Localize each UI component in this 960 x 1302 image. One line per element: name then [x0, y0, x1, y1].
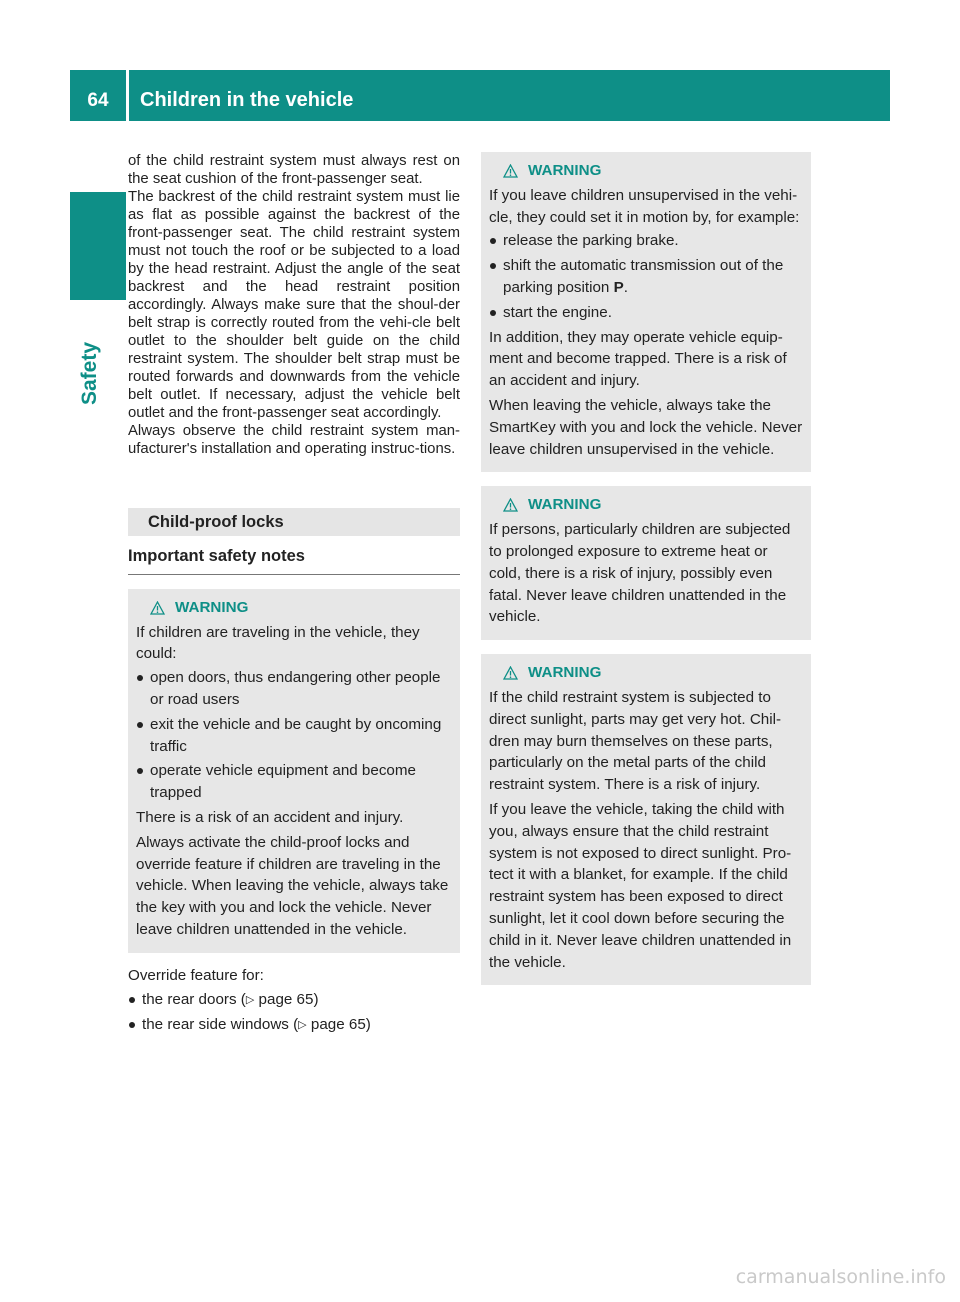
intro-paragraph: Always observe the child restraint system man-ufacturer's installation and operating instruc-tions.: [128, 423, 460, 457]
warning-text: If the child restraint system is subjected to direct sunlight, parts may get very hot. Chil-dren may burn themselves on these parts, particularly on the metal parts of the child restraint system. There is a risk of injury.: [489, 688, 782, 794]
header-divider: [126, 70, 129, 121]
warning-text: When leaving the vehicle, always take the SmartKey with you and lock the vehicle. Never leave children unsupervised in the vehicle.: [489, 396, 803, 458]
list-item: start the engine.: [489, 302, 803, 324]
list-item: the rear side windows (▷ page 65): [128, 1014, 460, 1037]
warning-header: [489, 160, 803, 182]
right-column: [481, 152, 811, 999]
warning-triangle-icon: [150, 601, 165, 615]
override-label: Override feature for:: [128, 966, 264, 984]
watermark: carmanualsonline.info: [735, 1266, 946, 1288]
list-item: exit the vehicle and be caught by oncoming traffic: [136, 714, 452, 758]
page-link[interactable]: page 65: [258, 990, 314, 1008]
side-tab-block: [70, 192, 126, 300]
warning-header: [136, 597, 452, 619]
warning-list: [136, 667, 452, 804]
warning-header: [489, 662, 803, 684]
list-item: operate vehicle equipment and become trapped: [136, 760, 452, 804]
override-list: [128, 989, 460, 1038]
warning-text: If children are traveling in the vehicle, they could:: [136, 623, 420, 663]
warning-text: If you leave the vehicle, taking the child with you, always ensure that the child restraint system is not exposed to direct sunlight. Pro-tect it with a blanket, for example. If the child restraint system has been exposed to direct sunlight, let it cool down before securing the child in it. Never leave children unattended in the vehicle.: [489, 800, 792, 971]
warning-triangle-icon: [503, 666, 518, 680]
warning-text: If persons, particularly children are subjected to prolonged exposure to extreme heat or cold, there is a risk of injury, possibly even fatal. Never leave children unattended in the vehicle.: [489, 521, 791, 626]
warning-label: WARNING: [175, 598, 249, 616]
warning-header: [489, 494, 803, 516]
triangle-right-icon: ▷: [245, 993, 255, 1006]
warning-triangle-icon: [503, 164, 518, 178]
list-item: open doors, thus endangering other people or road users: [136, 667, 452, 711]
side-tab-label: Safety: [78, 341, 101, 405]
warning-label: WARNING: [528, 162, 602, 179]
list-item: shift the automatic transmission out of the parking position P.: [489, 255, 803, 299]
page-link[interactable]: page 65: [310, 1016, 366, 1034]
page-number: 64: [87, 90, 109, 111]
warning-triangle-icon: [503, 498, 518, 512]
warning-list: [489, 230, 803, 323]
page-title: Children in the vehicle: [140, 89, 354, 111]
section-title: Child-proof locks: [128, 508, 460, 536]
left-column: [128, 152, 460, 1040]
warning-text: Always activate the child-proof locks and override feature if children are traveling in the vehicle. When leaving the vehicle, always take the key with you and lock the vehicle. Never leave children unattended in the vehicle.: [136, 833, 449, 938]
intro-paragraph: of the child restraint system must always rest on the seat cushion of the front-passenger seat.: [128, 153, 460, 187]
warning-label: WARNING: [528, 664, 602, 682]
warning-box: [481, 654, 811, 985]
warning-label: WARNING: [528, 496, 602, 514]
triangle-right-icon: ▷: [298, 1019, 307, 1032]
warning-text: If you leave children unsupervised in the vehi-cle, they could set it in motion by, for example:: [489, 186, 800, 226]
warning-text: There is a risk of an accident and injury.: [136, 808, 404, 826]
intro-text: [128, 152, 460, 458]
list-item: release the parking brake.: [489, 230, 803, 252]
warning-box: [128, 589, 460, 953]
warning-box: [481, 486, 811, 640]
warning-box: [481, 152, 811, 472]
list-item: the rear doors (▷ page 65): [128, 989, 460, 1012]
subheading: Important safety notes: [128, 546, 460, 575]
warning-text: In addition, they may operate vehicle equip-ment and become trapped. There is a risk of an accident and injury.: [489, 328, 787, 390]
intro-paragraph: The backrest of the child restraint system must lie as flat as possible against the backrest of the front-passenger seat. The child restraint system must not touch the roof or be subjected to a load by the head restraint. Adjust the angle of the seat backrest and the head restraint position accordingly. Always make sure that the shoul-der belt strap is correctly routed from the vehi-cle belt outlet to the shoulder belt guide on the child restraint system. The shoulder belt strap must be routed forwards and downwards from the vehicle belt outlet. If necessary, adjust the vehicle belt outlet and the front-passenger seat accordingly.: [128, 189, 460, 421]
